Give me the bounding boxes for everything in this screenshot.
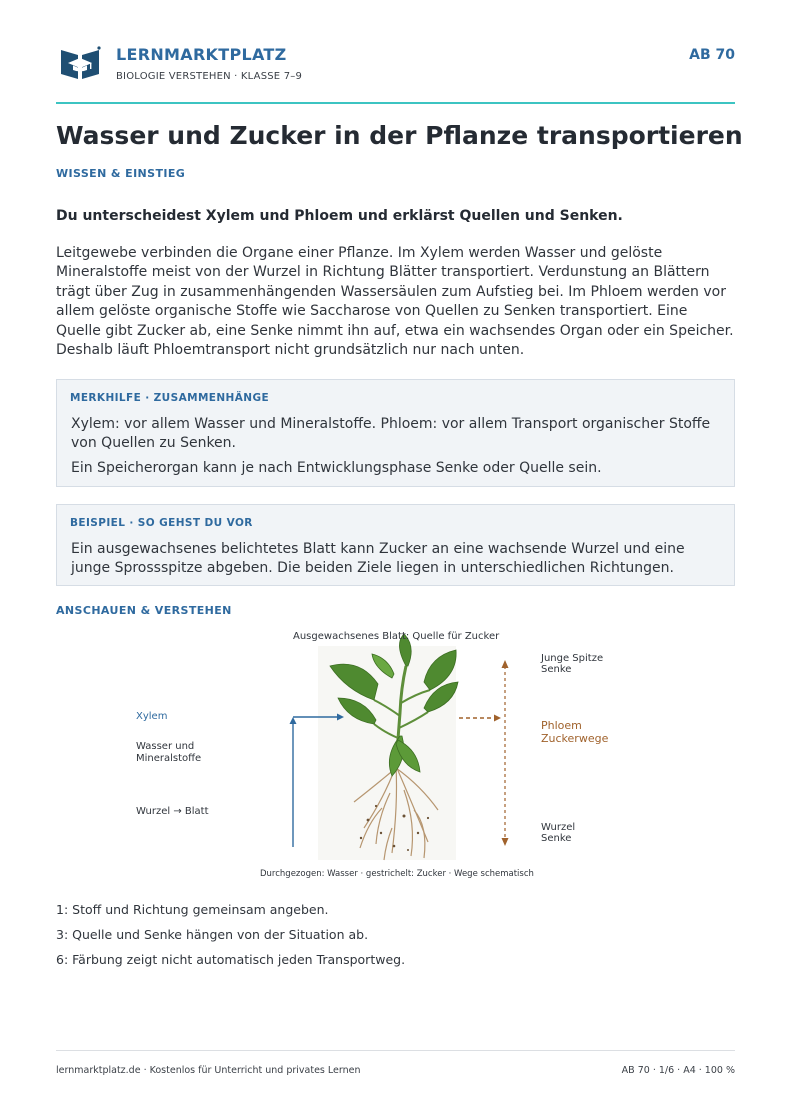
brand-name: LERNMARKTPLATZ — [116, 45, 287, 64]
root-label-line1: Wurzel — [541, 822, 576, 833]
water-label-line2: Mineralstoffe — [136, 753, 202, 764]
tip-label-line2: Senke — [541, 664, 572, 675]
phloem-arrow-down — [502, 838, 509, 846]
phloem-label-line2: Zuckerwege — [541, 732, 609, 745]
beispiel-heading: BEISPIEL · SO GEHST DU VOR — [70, 517, 253, 529]
lead-sentence: Du unterscheidest Xylem und Phloem und erklärst Quellen und Senken. — [56, 208, 623, 224]
merkhilfe-heading: MERKHILFE · ZUSAMMENHÄNGE — [70, 392, 270, 404]
source-leaf-label: Ausgewachsenes Blatt: Quelle für Zucker — [293, 631, 500, 642]
graduation-cap-icon — [59, 46, 101, 80]
note-item: 6: Färbung zeigt nicht automatisch jeden Transportweg. — [56, 952, 406, 967]
tip-label-line1: Junge Spitze — [541, 653, 604, 664]
footer-page-info: AB 70 · 1/6 · A4 · 100 % — [621, 1065, 735, 1076]
merkhilfe-line: Ein Speicherorgan kann je nach Entwicklungsphase Senke oder Quelle sein. — [71, 460, 602, 476]
section-label-intro: WISSEN & EINSTIEG — [56, 167, 186, 180]
merkhilfe-box — [56, 379, 735, 487]
brand-subtitle: BIOLOGIE VERSTEHEN · KLASSE 7–9 — [116, 71, 303, 82]
phloem-label-line1: Phloem — [541, 719, 582, 732]
page-title: Wasser und Zucker in der Pflanze transportieren — [56, 121, 743, 150]
section-label-figure: ANSCHAUEN & VERSTEHEN — [56, 604, 232, 617]
header-divider — [56, 102, 735, 104]
plant-transport-figure — [56, 628, 735, 883]
root-label-line2: Senke — [541, 833, 572, 844]
figure-caption: Durchgezogen: Wasser · gestrichelt: Zucker · Wege schematisch — [260, 869, 534, 879]
xylem-label: Xylem — [136, 711, 168, 722]
merkhilfe-line: Xylem: vor allem Wasser und Mineralstoffe. Phloem: vor allem Transport organischer Stoffe von Quellen zu Senken. — [71, 416, 711, 452]
worksheet-page — [56, 0, 743, 1114]
note-item: 3: Quelle und Senke hängen von der Situation ab. — [56, 927, 369, 942]
beispiel-box — [56, 504, 735, 586]
direction-label: Wurzel → Blatt — [136, 806, 209, 817]
intro-paragraph: Leitgewebe verbinden die Organe einer Pflanze. Im Xylem werden Wasser und gelöste Mineralstoffe meist von der Wurzel in Richtung Blätter transportiert. Verdunstung an Blättern trägt über Zug in zusammenhängenden Wassersäulen zum Aufstieg bei. Im Phloem werden vor allem gelöste organische Stoffe wie Saccharose von Quellen zu Senken transportiert. Eine Quelle gibt Zucker ab, eine Senke nimmt ihn auf, etwa ein wachsendes Organ oder ein Speicher. Deshalb läuft Phloemtransport nicht grundsätzlich nur nach unten. — [56, 245, 734, 359]
footer-divider — [56, 1050, 735, 1051]
water-label-line1: Wasser und — [136, 741, 195, 752]
footer-website: lernmarktplatz.de · Kostenlos für Unterricht und privates Lernen — [56, 1065, 361, 1076]
sheet-code: AB 70 — [689, 47, 735, 63]
note-item: 1: Stoff und Richtung gemeinsam angeben. — [56, 902, 329, 917]
phloem-arrow-up — [502, 660, 509, 668]
beispiel-text: Ein ausgewachsenes belichtetes Blatt kann Zucker an eine wachsende Wurzel und eine junge Sprossspitze abgeben. Die beiden Ziele liegen in unterschiedlichen Richtungen. — [71, 541, 685, 577]
notes-list — [56, 902, 405, 977]
